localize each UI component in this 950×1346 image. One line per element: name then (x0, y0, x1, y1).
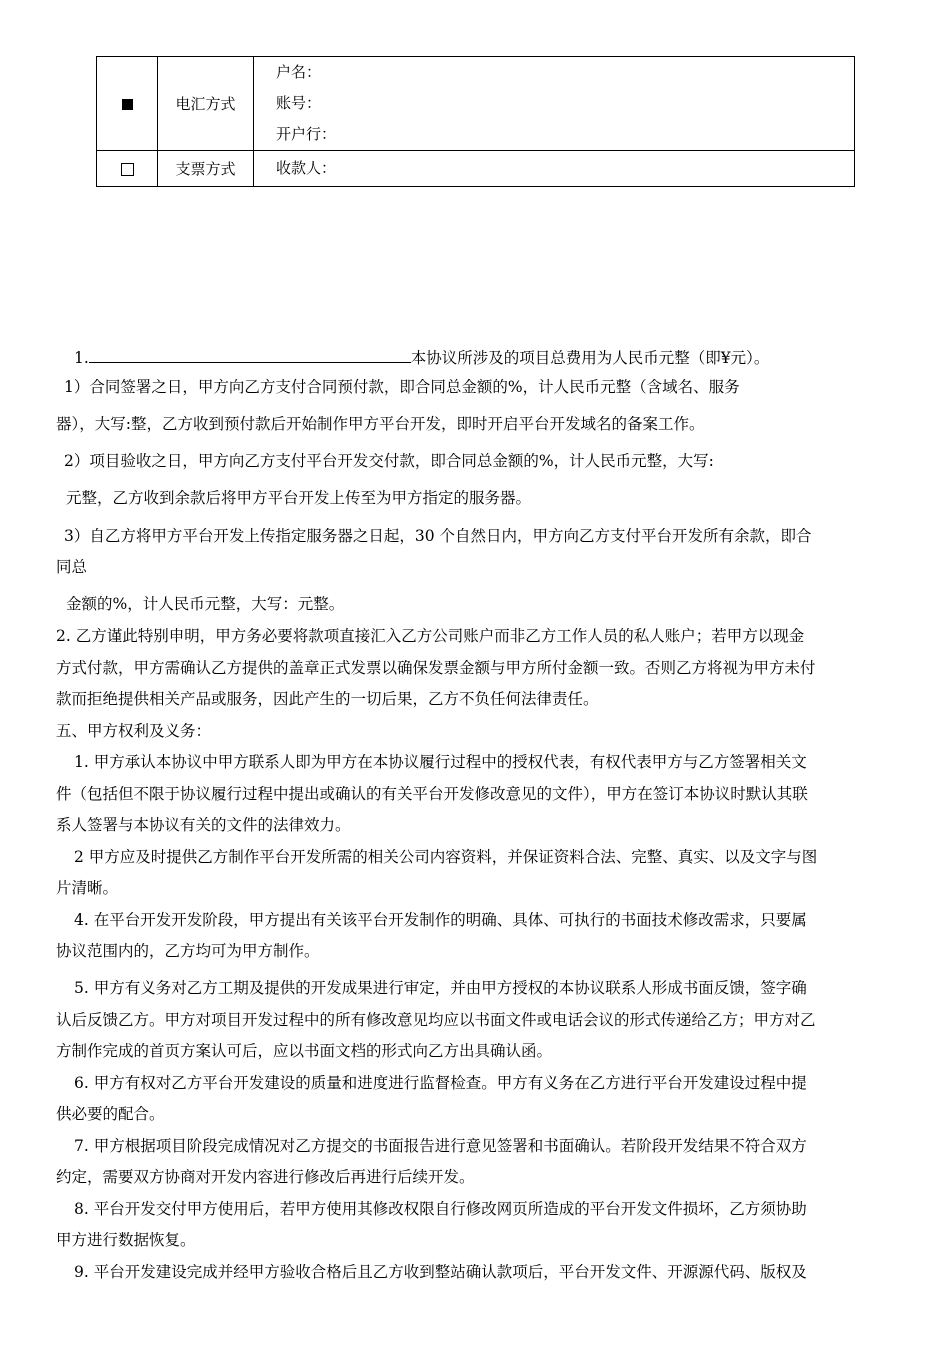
details-cell (254, 151, 855, 187)
text-line: 同总 (56, 558, 88, 576)
text-line: 约定，需要双方协商对开发内容进行修改后再进行后续开发。 (56, 1168, 475, 1186)
text-line: 方式付款，甲方需确认乙方提供的盖章正式发票以确保发票金额与甲方所付金额一致。否则乙方将视为甲方未付 (56, 659, 816, 677)
bank-label: 开户行： (276, 125, 337, 143)
text-line: 1）合同签署之日，甲方向乙方支付合同预付款，即合同总金额的%，计人民币元整（含域名、服务 (64, 378, 740, 396)
paragraph-number: 1. (74, 349, 89, 367)
text-line: 元整，乙方收到余款后将甲方平台开发上传至为甲方指定的服务器。 (66, 489, 532, 507)
text-line: 款而拒绝提供相关产品或服务，因此产生的一切后果，乙方不负任何法律责任。 (56, 690, 599, 708)
text-line: 2 甲方应及时提供乙方制作平台开发所需的相关公司内容资料，并保证资料合法、完整、真实、以及文字与图 (74, 848, 818, 866)
checkbox-cell (97, 57, 158, 151)
text-line: 6. 甲方有权对乙方平台开发建设的质量和进度进行监督检查。甲方有义务在乙方进行平台开发建设过程中提 (74, 1074, 807, 1092)
account-name-label: 户名： (276, 63, 322, 81)
payee-label: 收款人： (276, 159, 337, 177)
text-line: 认后反馈乙方。甲方对项目开发过程中的所有修改意见均应以书面文件或电话会议的形式传递给乙方；甲方对乙 (56, 1011, 816, 1029)
text-line: 器），大写:整，乙方收到预付款后开始制作甲方平台开发，即时开启平台开发域名的备案工作。 (56, 415, 705, 433)
checked-box-icon[interactable] (122, 99, 133, 110)
unchecked-box-icon[interactable] (121, 163, 134, 176)
paragraph-1 (74, 347, 769, 368)
section-heading: 五、甲方权利及义务： (56, 722, 212, 740)
text-line: 件（包括但不限于协议履行过程中提出或确认的有关平台开发修改意见的文件），甲方在签订本协议时默认其联 (56, 785, 808, 803)
text-line: 2. 乙方谨此特别申明，甲方务必要将款项直接汇入乙方公司账户而非乙方工作人员的私人账户；若甲方以现金 (56, 627, 805, 645)
text-line: 8. 平台开发交付甲方使用后，若甲方使用其修改权限自行修改网页所造成的平台开发文件损坏，乙方须协助 (74, 1200, 807, 1218)
paragraph-text: 本协议所涉及的项目总费用为人民币元整（即¥元）。 (410, 349, 770, 367)
account-number-label: 账号： (276, 94, 322, 112)
text-line: 甲方进行数据恢复。 (56, 1231, 196, 1249)
text-line: 9. 平台开发建设完成并经甲方验收合格后且乙方收到整站确认款项后，平台开发文件、开源源代码、版权及 (74, 1263, 807, 1281)
text-line: 金额的%，计人民币元整，大写：元整。 (66, 595, 345, 613)
text-line: 方制作完成的首页方案认可后，应以书面文档的形式向乙方出具确认函。 (56, 1042, 553, 1060)
fill-in-blank[interactable] (89, 347, 411, 363)
text-line: 1. 甲方承认本协议中甲方联系人即为甲方在本协议履行过程中的授权代表，有权代表甲方与乙方签署相关文 (74, 753, 807, 771)
text-line: 7. 甲方根据项目阶段完成情况对乙方提交的书面报告进行意见签署和书面确认。若阶段开发结果不符合双方 (74, 1137, 807, 1155)
text-line: 5. 甲方有义务对乙方工期及提供的开发成果进行审定，并由甲方授权的本协议联系人形成书面反馈，签字确 (74, 979, 807, 997)
text-line: 协议范围内的，乙方均可为甲方制作。 (56, 942, 320, 960)
payment-method-table (96, 56, 855, 187)
text-line: 3）自乙方将甲方平台开发上传指定服务器之日起，30 个自然日内，甲方向乙方支付平台开发所有余款，即合 (64, 527, 812, 545)
text-line: 供必要的配合。 (56, 1105, 165, 1123)
details-cell (254, 57, 855, 151)
text-line: 系人签署与本协议有关的文件的法律效力。 (56, 816, 351, 834)
checkbox-cell (97, 151, 158, 187)
method-label: 支票方式 (158, 151, 254, 187)
method-label: 电汇方式 (158, 57, 254, 151)
table-row (97, 57, 855, 151)
text-line: 片清晰。 (56, 879, 119, 897)
text-line: 2）项目验收之日，甲方向乙方支付平台开发交付款，即合同总金额的%，计人民币元整，大写: (64, 452, 714, 470)
table-row (97, 151, 855, 187)
text-line: 4. 在平台开发开发阶段，甲方提出有关该平台开发制作的明确、具体、可执行的书面技术修改需求，只要属 (74, 911, 807, 929)
